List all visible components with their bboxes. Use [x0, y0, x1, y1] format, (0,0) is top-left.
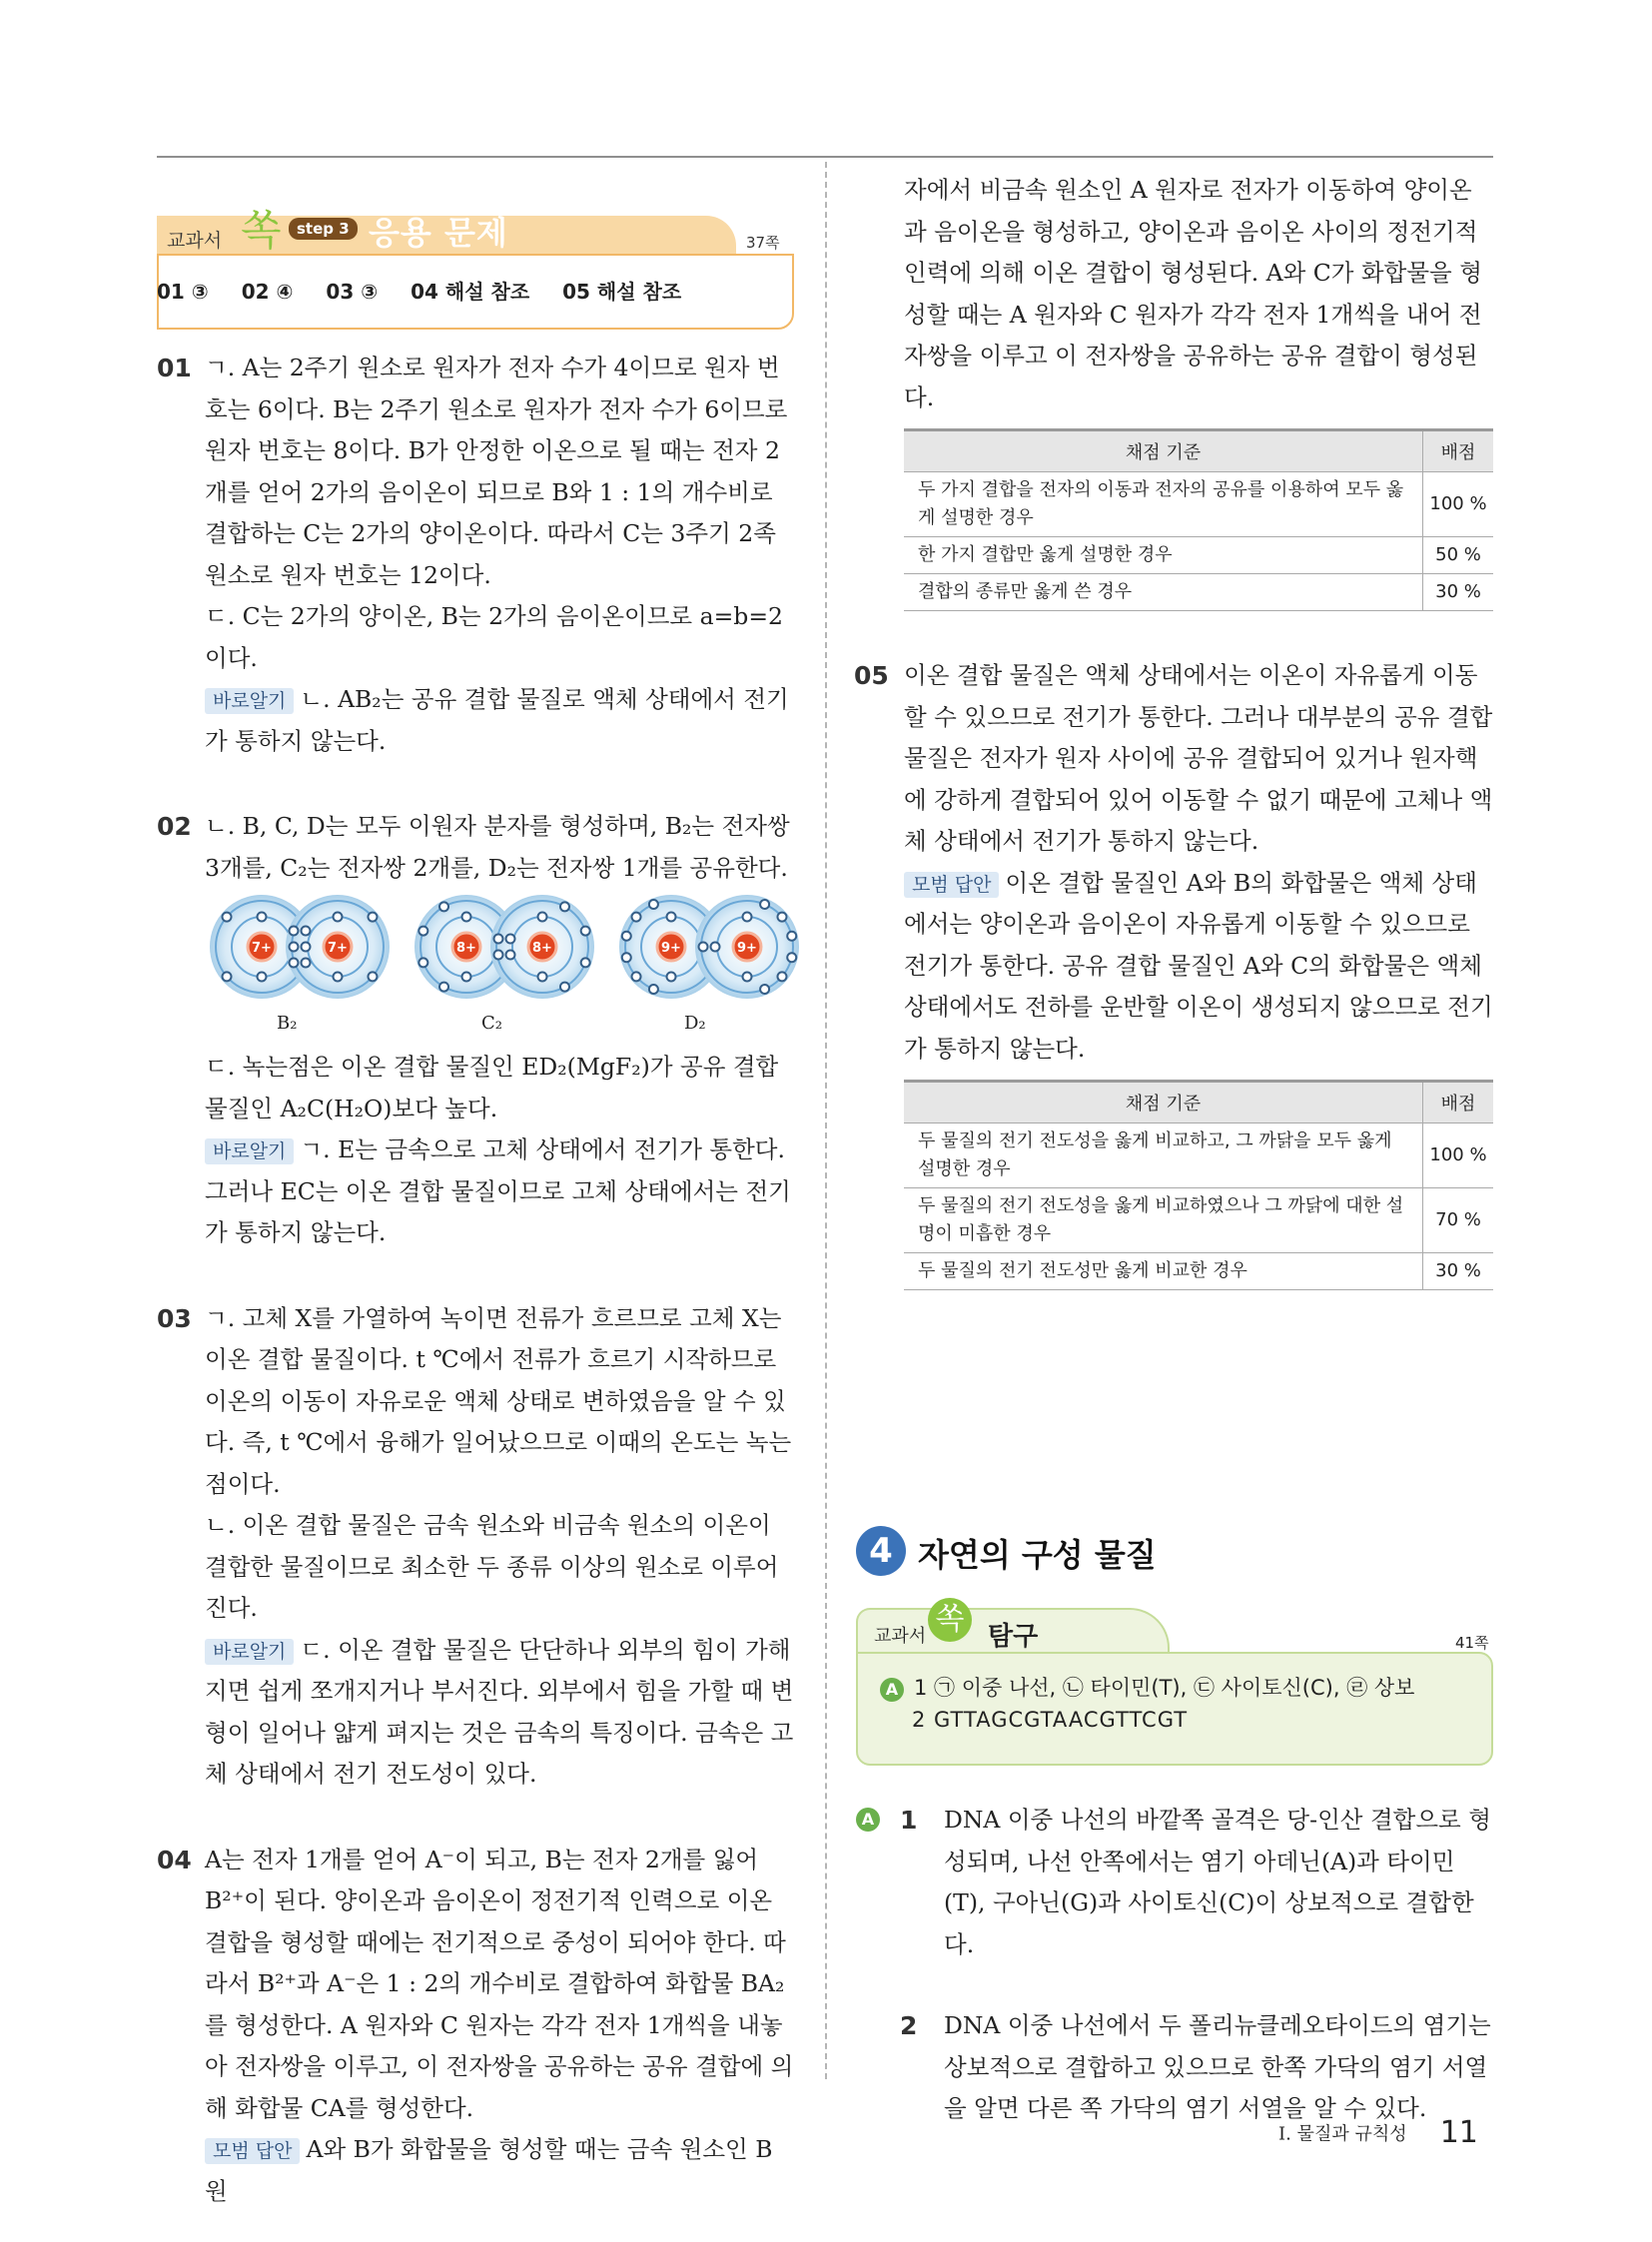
check-tag: 바로알기	[205, 688, 294, 714]
top-rule	[157, 156, 1493, 158]
electron	[667, 913, 676, 922]
check-tag: 바로알기	[205, 1138, 294, 1164]
answer-key	[157, 276, 707, 305]
question-02	[157, 806, 796, 1254]
nucleus-charge: 7+	[252, 941, 272, 956]
electron	[632, 972, 641, 981]
chapter-title: Ⅰ. 물질과 규칙성	[1278, 2123, 1407, 2145]
explanation-text: A는 전자 1개를 얻어 A⁻이 되고, B는 전자 2개를 잃어 B²⁺이 된다. 양이온과 음이온이 정전기적 인력으로 이온 결합을 형성할 때에는 전기적으로 중성이 되어야 한다. 따라서 B²⁺과 A⁻은 1 : 2의 개수비로 결합하여 화합물 BA₂를 형성한다. A 원자와 C 원자는 각각 전자 1개씩을 내놓아 전자쌍을 이루고, 이 전자쌍을 공유하는 공유 결합에 의해 화합물 CA를 형성한다.	[205, 1845, 794, 2122]
page-reference: 37쪽	[746, 234, 780, 252]
criteria-cell: 두 물질의 전기 전도성을 옳게 비교하였으나 그 까닭에 대한 설명이 미흡한 경우	[904, 1188, 1423, 1253]
correction-text: 바로알기 ㄷ. 이온 결합 물질은 단단하나 외부의 힘이 가해지면 쉽게 쪼개지거나 부서진다. 외부에서 힘을 가할 때 변형이 일어나 얇게 펴지는 것은 금속의 특징이다. 금속은 고체 상태에서 전기 전도성이 있다.	[205, 1635, 794, 1788]
criteria-cell: 결합의 종류만 옳게 쓴 경우	[904, 574, 1423, 611]
electron	[760, 900, 769, 909]
correction-text: 바로알기 ㄱ. E는 금속으로 고체 상태에서 전기가 통한다. 그러나 EC는 이온 결합 물질이므로 고체 상태에서는 전기가 통하지 않는다.	[205, 1135, 791, 1246]
electron	[581, 958, 590, 967]
table-header: 채점 기준	[904, 1082, 1423, 1123]
question-number: 02	[157, 812, 192, 841]
explanation-text: ㄷ. 녹는점은 이온 결합 물질인 ED₂(MgF₂)가 공유 결합 물질인 A₂C(H₂O)보다 높다.	[205, 1053, 779, 1122]
right-column	[854, 170, 1493, 1290]
table-header: 배점	[1423, 1082, 1494, 1123]
correction-text: 바로알기 ㄴ. AB₂는 공유 결합 물질로 액체 상태에서 전기가 통하지 않는다.	[205, 685, 789, 755]
shared-electron	[699, 943, 708, 952]
table-row	[904, 1123, 1493, 1188]
answer-04: 04 해설 참조	[411, 280, 530, 304]
electron	[223, 972, 232, 981]
table-row	[904, 472, 1493, 537]
electron	[787, 953, 796, 962]
explanation-text: ㄱ. 고체 X를 가열하여 녹이면 전류가 흐르므로 고체 X는 이온 결합 물질이다. t ℃에서 전류가 흐르기 시작하므로 이온의 이동이 자유로운 액체 상태로 변하였음을 알 수 있다. 즉, t ℃에서 융해가 일어났으므로 이때의 온도는 녹는점이다.	[205, 1303, 792, 1498]
question-03	[157, 1298, 796, 1796]
scoring-table-04	[904, 428, 1493, 611]
criteria-cell: 두 가지 결합을 전자의 이동과 전자의 공유를 이용하여 모두 옳게 설명한 경우	[904, 472, 1423, 537]
electron	[368, 913, 377, 922]
table-row	[904, 537, 1493, 574]
shared-electron	[506, 935, 515, 944]
explanation-a2	[856, 2005, 1495, 2130]
electron	[334, 913, 343, 922]
electron	[462, 913, 471, 922]
a-badge-icon: A	[856, 1808, 880, 1832]
explanation-text: ㄷ. C는 2가의 양이온, B는 2가의 음이온이므로 a=b=2이다.	[205, 602, 783, 672]
column-divider	[825, 162, 827, 2079]
question-04-continued	[854, 170, 1493, 418]
electron	[560, 983, 569, 992]
electron	[760, 985, 769, 994]
answer-05: 05 해설 참조	[562, 280, 682, 304]
page-reference: 41쪽	[1455, 1634, 1489, 1652]
nucleus-charge: 8+	[532, 941, 552, 956]
criteria-cell: 한 가지 결합만 옳게 설명한 경우	[904, 537, 1423, 574]
a-badge-icon: A	[880, 1678, 904, 1702]
explanation-text: ㄴ. 이온 결합 물질은 금속 원소와 비금속 원소의 이온이 결합한 물질이므로 최소한 두 종류 이상의 원소로 이루어진다.	[205, 1511, 779, 1622]
model-answer-tag: 모범 답안	[205, 2138, 300, 2164]
electron-dot-diagrams	[205, 895, 796, 1045]
electron	[462, 973, 471, 982]
textbook-label: 교과서	[874, 1626, 927, 1647]
model-answer-text: 모범 답안 이온 결합 물질인 A와 B의 화합물은 액체 상태에서는 양이온과 음이온이 자유롭게 이동할 수 있으므로 전기가 통한다. 공유 결합 물질인 A와 C의 화합물은 액체 상태에서도 전하를 운반할 이온이 생성되지 않으므로 전기가 통하지 않는다.	[904, 868, 1493, 1063]
page-footer	[1278, 2115, 1478, 2150]
electron	[560, 902, 569, 911]
section-4-explanations	[856, 1800, 1495, 2130]
electron	[418, 958, 427, 967]
electron	[743, 973, 752, 982]
score-cell: 100 %	[1423, 1123, 1494, 1188]
electron	[418, 927, 427, 936]
table-row	[904, 574, 1493, 611]
shared-electron	[302, 959, 311, 968]
answer-02: 02 ④	[241, 280, 294, 304]
item-number: 1	[900, 1806, 918, 1835]
nucleus-charge: 9+	[737, 941, 757, 956]
electron	[649, 900, 658, 909]
explanation-text: ㄱ. A는 2주기 원소로 원자가 전자 수가 4이므로 원자 번호는 6이다. B는 2주기 원소로 원자가 전자 수가 6이므로 원자 번호는 8이다. B가 안정한 이온으로 될 때는 전자 2개를 얻어 2가의 음이온이 되므로 B와 1 : 1의 개수비로 결합하는 C는 2가의 양이온이다. 따라서 C는 3주기 2족 원소로 원자 번호는 12이다.	[205, 354, 788, 589]
score-cell: 70 %	[1423, 1188, 1494, 1253]
electron	[743, 913, 752, 922]
explanation-text: DNA 이중 나선에서 두 폴리뉴클레오타이드의 염기는 상보적으로 결합하고 있으므로 한쪽 가닥의 염기 서열을 알면 다른 쪽 가닥의 염기 서열을 알 수 있다.	[944, 2011, 1491, 2122]
electron	[334, 973, 343, 982]
item-number: 2	[900, 2011, 918, 2040]
electron	[223, 913, 232, 922]
electron	[622, 932, 631, 941]
table-row	[904, 1253, 1493, 1290]
score-cell: 50 %	[1423, 537, 1494, 574]
molecule-label-d2: D₂	[684, 1013, 706, 1034]
left-column	[157, 170, 796, 2212]
electron	[368, 972, 377, 981]
electron	[258, 973, 267, 982]
electron	[649, 985, 658, 994]
section-title: 자연의 구성 물질	[918, 1536, 1157, 1574]
shared-electron	[711, 943, 720, 952]
step-badge: step 3	[289, 218, 358, 240]
score-cell: 30 %	[1423, 1253, 1494, 1290]
electron	[777, 972, 786, 981]
answer-01: 01 ③	[157, 280, 209, 304]
textbook-label: 교과서	[167, 230, 223, 252]
table-row	[904, 1188, 1493, 1253]
section-title: 응용 문제	[369, 214, 508, 252]
question-01	[157, 348, 796, 762]
score-cell: 100 %	[1423, 472, 1494, 537]
explanation-text: 이온 결합 물질은 액체 상태에서는 이온이 자유롭게 이동할 수 있으므로 전기가 통한다. 그러나 대부분의 공유 결합 물질은 전자가 원자 사이에 공유 결합되어 있거나 원자핵에 강하게 결합되어 있어 이동할 수 없기 때문에 고체나 액체 상태에서 전기가 통하지 않는다.	[904, 661, 1493, 855]
electron	[439, 983, 448, 992]
inquiry-answer-2: 2 GTTAGCGTAACGTTCGT	[912, 1708, 1189, 1732]
explanation-text: DNA 이중 나선의 바깥쪽 골격은 당-인산 결합으로 형성되며, 나선 안쪽에서는 염기 아데닌(A)과 타이민(T), 구아닌(G)과 사이토신(C)이 상보적으로 결합한다.	[944, 1806, 1491, 1958]
electron	[787, 932, 796, 941]
table-header: 채점 기준	[904, 430, 1423, 472]
inquiry-title: 탐구	[988, 1622, 1039, 1652]
score-cell: 30 %	[1423, 574, 1494, 611]
criteria-cell: 두 물질의 전기 전도성만 옳게 비교한 경우	[904, 1253, 1423, 1290]
ssuk-logo: 쏙	[241, 206, 282, 255]
shared-electron	[506, 951, 515, 960]
ssuk-logo: 쏙	[928, 1598, 972, 1642]
step3-header	[157, 170, 796, 330]
electron	[777, 913, 786, 922]
electron	[667, 973, 676, 982]
check-tag: 바로알기	[205, 1639, 294, 1665]
electron	[581, 927, 590, 936]
question-number: 03	[157, 1303, 192, 1333]
shared-electron	[494, 951, 503, 960]
shared-electron	[302, 927, 311, 936]
scoring-table-05	[904, 1080, 1493, 1290]
inquiry-box	[856, 1598, 1493, 1766]
electron	[258, 913, 267, 922]
molecule-label-c2: C₂	[481, 1013, 502, 1034]
nucleus-charge: 7+	[328, 941, 348, 956]
shared-electron	[290, 943, 299, 952]
electron	[632, 913, 641, 922]
inquiry-answer-1: A 1 ㉠ 이중 나선, ㉡ 타이민(T), ㉢ 사이토신(C), ㉣ 상보	[880, 1672, 1414, 1702]
answer-03: 03 ③	[326, 280, 379, 304]
shared-electron	[290, 959, 299, 968]
explanation-text: ㄴ. B, C, D는 모두 이원자 분자를 형성하며, B₂는 전자쌍 3개를, C₂는 전자쌍 2개를, D₂는 전자쌍 1개를 공유한다.	[205, 812, 790, 882]
electron	[538, 913, 547, 922]
electron	[439, 902, 448, 911]
question-05	[854, 655, 1493, 1070]
question-04	[157, 1840, 796, 2213]
criteria-cell: 두 물질의 전기 전도성을 옳게 비교하고, 그 까닭을 모두 옳게 설명한 경우	[904, 1123, 1423, 1188]
molecule-diagram-svg	[205, 895, 804, 1010]
table-header: 배점	[1423, 430, 1494, 472]
shared-electron	[290, 927, 299, 936]
model-answer-continued: 자에서 비금속 원소인 A 원자로 전자가 이동하여 양이온과 음이온을 형성하고, 양이온과 음이온 사이의 정전기적 인력에 의해 이온 결합이 형성된다. A와 C가 화합물을 형성할 때는 A 원자와 C 원자가 각각 전자 1개씩을 내어 전자쌍을 이루고 이 전자쌍을 공유하는 공유 결합이 형성된다.	[904, 176, 1482, 411]
question-number: 05	[854, 661, 889, 690]
explanation-a1	[856, 1800, 1495, 1965]
shared-electron	[494, 935, 503, 944]
electron	[538, 973, 547, 982]
electron	[622, 953, 631, 962]
section-number-badge: 4	[856, 1526, 906, 1576]
nucleus-charge: 9+	[661, 941, 681, 956]
model-answer-tag: 모범 답안	[904, 872, 999, 898]
model-answer-text: 모범 답안 A와 B가 화합물을 형성할 때는 금속 원소인 B 원	[205, 2135, 773, 2205]
page-number: 11	[1439, 2115, 1478, 2150]
question-number: 01	[157, 354, 192, 382]
molecule-label-b2: B₂	[277, 1013, 298, 1034]
question-number: 04	[157, 1845, 192, 1874]
shared-electron	[302, 943, 311, 952]
nucleus-charge: 8+	[456, 941, 476, 956]
